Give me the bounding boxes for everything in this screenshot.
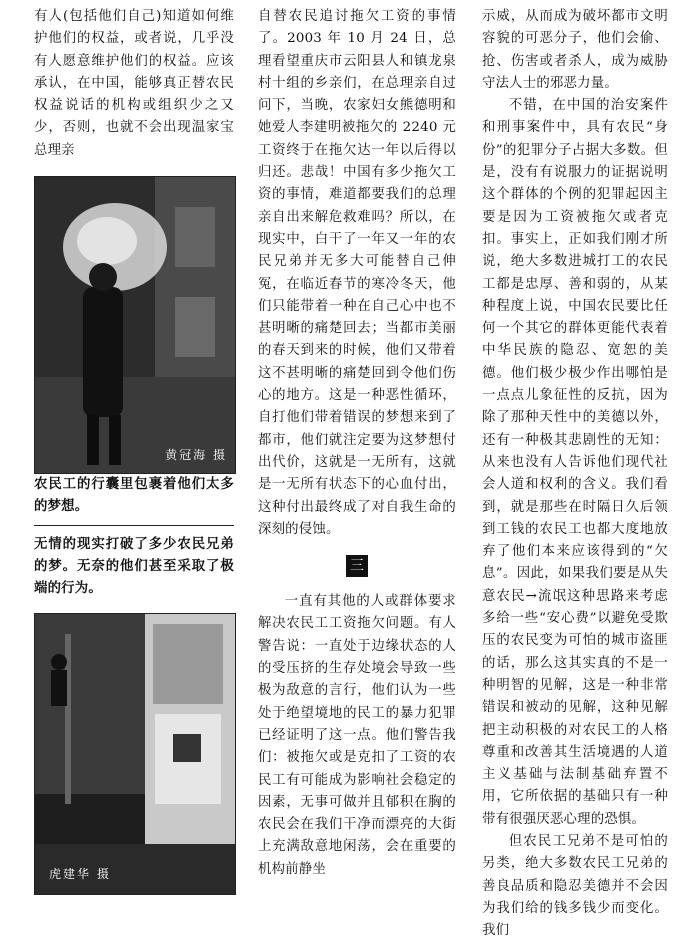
column-2 (258, 6, 456, 881)
column-1 (34, 6, 234, 895)
body-paragraph: 不错，在中国的治安案件和刑事案件中，具有农民“身份”的犯罪分子占据大多数。但是，没有有说服力的证据说明这个群体的个例的犯罪起因主要是因为工资被拖欠或者克扣。事实上，正如我们刚才所说，绝大多数进城打工的农民工都是忠厚、善和弱的，从某种程度上说，中国农民要比任何一个其它的群体更能代表着中华民族的隐忍、宽恕的美德。他们极少极少作出哪怕是一点点儿象征性的反抗，因为除了那种天性中的美德以外，还有一种极其悲剧性的无知：从来也没有人告诉他们现代社会人道和权利的含义。我们看到，就是那些在时隔日久后领到工钱的农民工也都大度地放弃了他们本来应该得到的“欠息”。因此，如果我们要是从失意农民→流氓这种思路来考虑多给一些“安心费”以避免受欺压的农民变为可怕的城市盗匪的话，那么这其实真的不是一种明智的见解，这是一种非常错误和被动的见解，这种见解把主动积极的对农民工的人格尊重和改善其生活境遇的人道主义基础与法制基础弃置不用，它所依据的基础只有一种带有很强厌恶心理的恐惧。 (482, 98, 668, 827)
photo-illustration (35, 614, 235, 894)
photo-credit: 虎建华 摄 (49, 866, 111, 881)
body-paragraph: 但农民工兄弟不是可怕的另类，绝大多数农民工兄弟的善良品质和隐忍美德并不会因为我们给的钱多钱少而变化。我们 (482, 833, 668, 939)
body-paragraph: 示威，从而成为破坏都市文明容貌的可恶分子，他们会偷、抢、伤害或者杀人，成为威胁守法人士的邪恶力量。 (482, 9, 668, 91)
photo-migrant-worker-bundle (34, 176, 236, 474)
body-paragraph: 自替农民追讨拖欠工资的事情了。2003 年 10 月 24 日，总理看望重庆市云阳县人和镇龙泉村十组的乡亲们，在总理亲自过问下，当晚，农家妇女熊德明和她爱人李建明被拖欠的 2240 元工资终于在拖欠达一年以后得以归还。悲哉！中国有多少拖欠工资的事情，难道都要我们的总理亲自出来解危救难吗？所以，在现实中，白干了一年又一年的农民兄弟并无多大可能替自己伸冤，在临近春节的寒冷冬天，他们只能带着一种在自己心中也不甚明晰的痛楚回去；当都市美丽的春天到来的时候，他们又带着这不甚明晰的痛楚回到令他们伤心的地方。这是一种恶性循环，自打他们带着错误的梦想来到了都市，他们就注定要为这梦想付出代价，这就是一无所有，这就是一无所有状态下的心血付出，这种付出最终成了对自我生命的深刻的侵蚀。 (258, 9, 456, 537)
photo-worker-climbing-building (34, 613, 236, 895)
body-paragraph: 一直有其他的人或群体要求解决农民工工资拖欠问题。有人警告说：一直处于边缘状态的人的受压挤的生存处境会导致一些极为敌意的言行，他们认为一些处于绝望境地的民工的暴力犯罪已经证明了这一点。他们警告我们：被拖欠或是克扣了工资的农民工有可能成为影响社会稳定的因素，无事可做并且郁积在胸的农民会在我们干净而漂亮的大街上充满敌意地闲荡，会在重要的机构前静坐 (258, 594, 456, 877)
photo-credit: 黄冠海 摄 (165, 448, 227, 463)
body-paragraph: 有人(包括他们自己)知道如何维护他们的权益，或者说，几乎没有人愿意维护他们的权益。应该承认，在中国，能够真正替农民权益说话的机构或组织少之又少，否则，也就不会出现温家宝总理亲 (34, 9, 234, 158)
column-3 (482, 6, 668, 942)
section-number: 三 (346, 555, 368, 577)
caption-divider (34, 525, 234, 526)
photo-illustration (35, 177, 235, 473)
photo-caption: 农民工的行囊里包裹着他们太多的梦想。 (34, 477, 234, 515)
photo-caption: 无情的现实打破了多少农民兄弟的梦。无奈的他们甚至采取了极端的行为。 (34, 536, 234, 597)
